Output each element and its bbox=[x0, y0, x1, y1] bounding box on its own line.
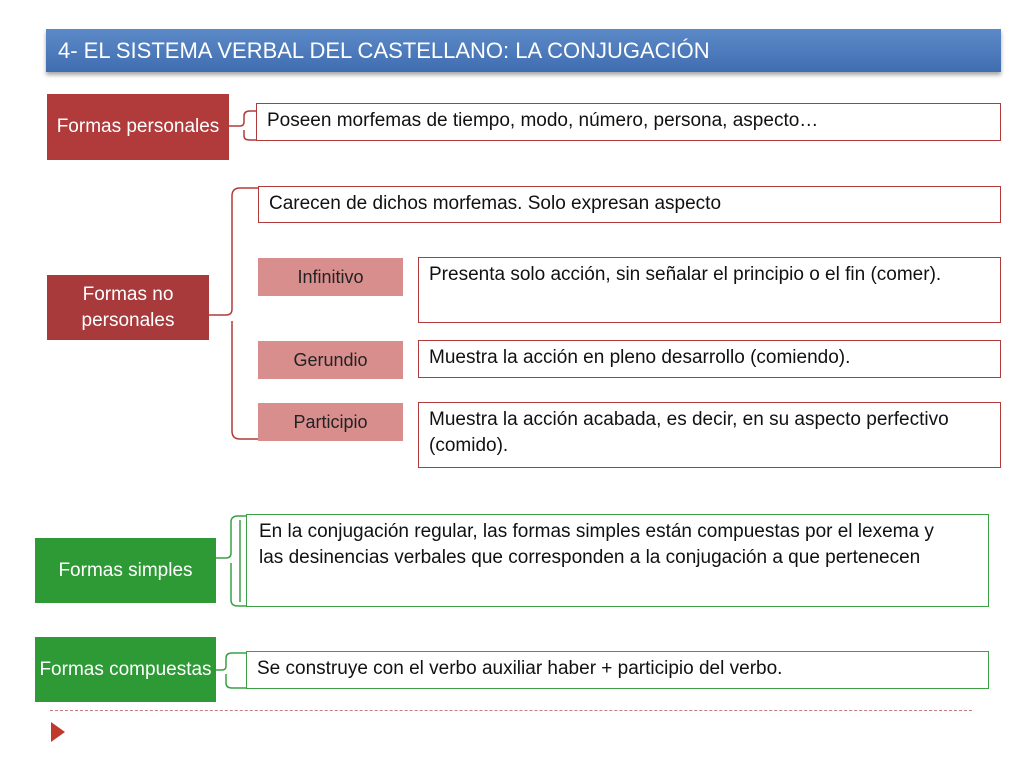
desc-formas-simples-line2: las desinencias verbales que corresponden a la conjugación a que pertenecen bbox=[259, 547, 921, 568]
label-infinitivo: Infinitivo bbox=[258, 258, 403, 296]
label-gerundio: Gerundio bbox=[258, 341, 403, 379]
desc-formas-no-personales: Carecen de dichos morfemas. Solo expresan aspecto bbox=[258, 186, 1001, 223]
label-formas-compuestas: Formas compuestas bbox=[35, 637, 216, 702]
desc-gerundio: Muestra la acción en pleno desarrollo (comiendo). bbox=[418, 340, 1001, 378]
bracket-compuestas bbox=[216, 653, 246, 688]
bracket-simples bbox=[216, 516, 246, 606]
label-formas-simples: Formas simples bbox=[35, 538, 216, 603]
desc-formas-simples-line1: En la conjugación regular, las formas simples están compuestas por el lexema y bbox=[259, 521, 934, 542]
label-formas-personales: Formas personales bbox=[47, 94, 229, 160]
desc-participio-line1: Muestra la acción acabada, es decir, en su aspecto perfectivo bbox=[429, 409, 949, 430]
desc-infinitivo: Presenta solo acción, sin señalar el principio o el fin (comer). bbox=[418, 257, 1001, 323]
bracket-personales bbox=[229, 111, 256, 140]
label-participio: Participio bbox=[258, 403, 403, 441]
footer-divider bbox=[50, 710, 972, 711]
label-formas-no-personales: Formas no personales bbox=[47, 275, 209, 340]
desc-formas-compuestas: Se construye con el verbo auxiliar haber + participio del verbo. bbox=[246, 651, 989, 689]
page-title: 4- EL SISTEMA VERBAL DEL CASTELLANO: LA CONJUGACIÓN bbox=[46, 29, 1001, 72]
desc-formas-simples bbox=[246, 514, 989, 607]
desc-formas-personales: Poseen morfemas de tiempo, modo, número, persona, aspecto… bbox=[256, 103, 1001, 141]
desc-participio-line2: (comido). bbox=[429, 435, 509, 456]
bracket-no-personales bbox=[209, 188, 258, 439]
next-slide-arrow-icon[interactable] bbox=[50, 721, 66, 743]
desc-participio bbox=[418, 402, 1001, 468]
